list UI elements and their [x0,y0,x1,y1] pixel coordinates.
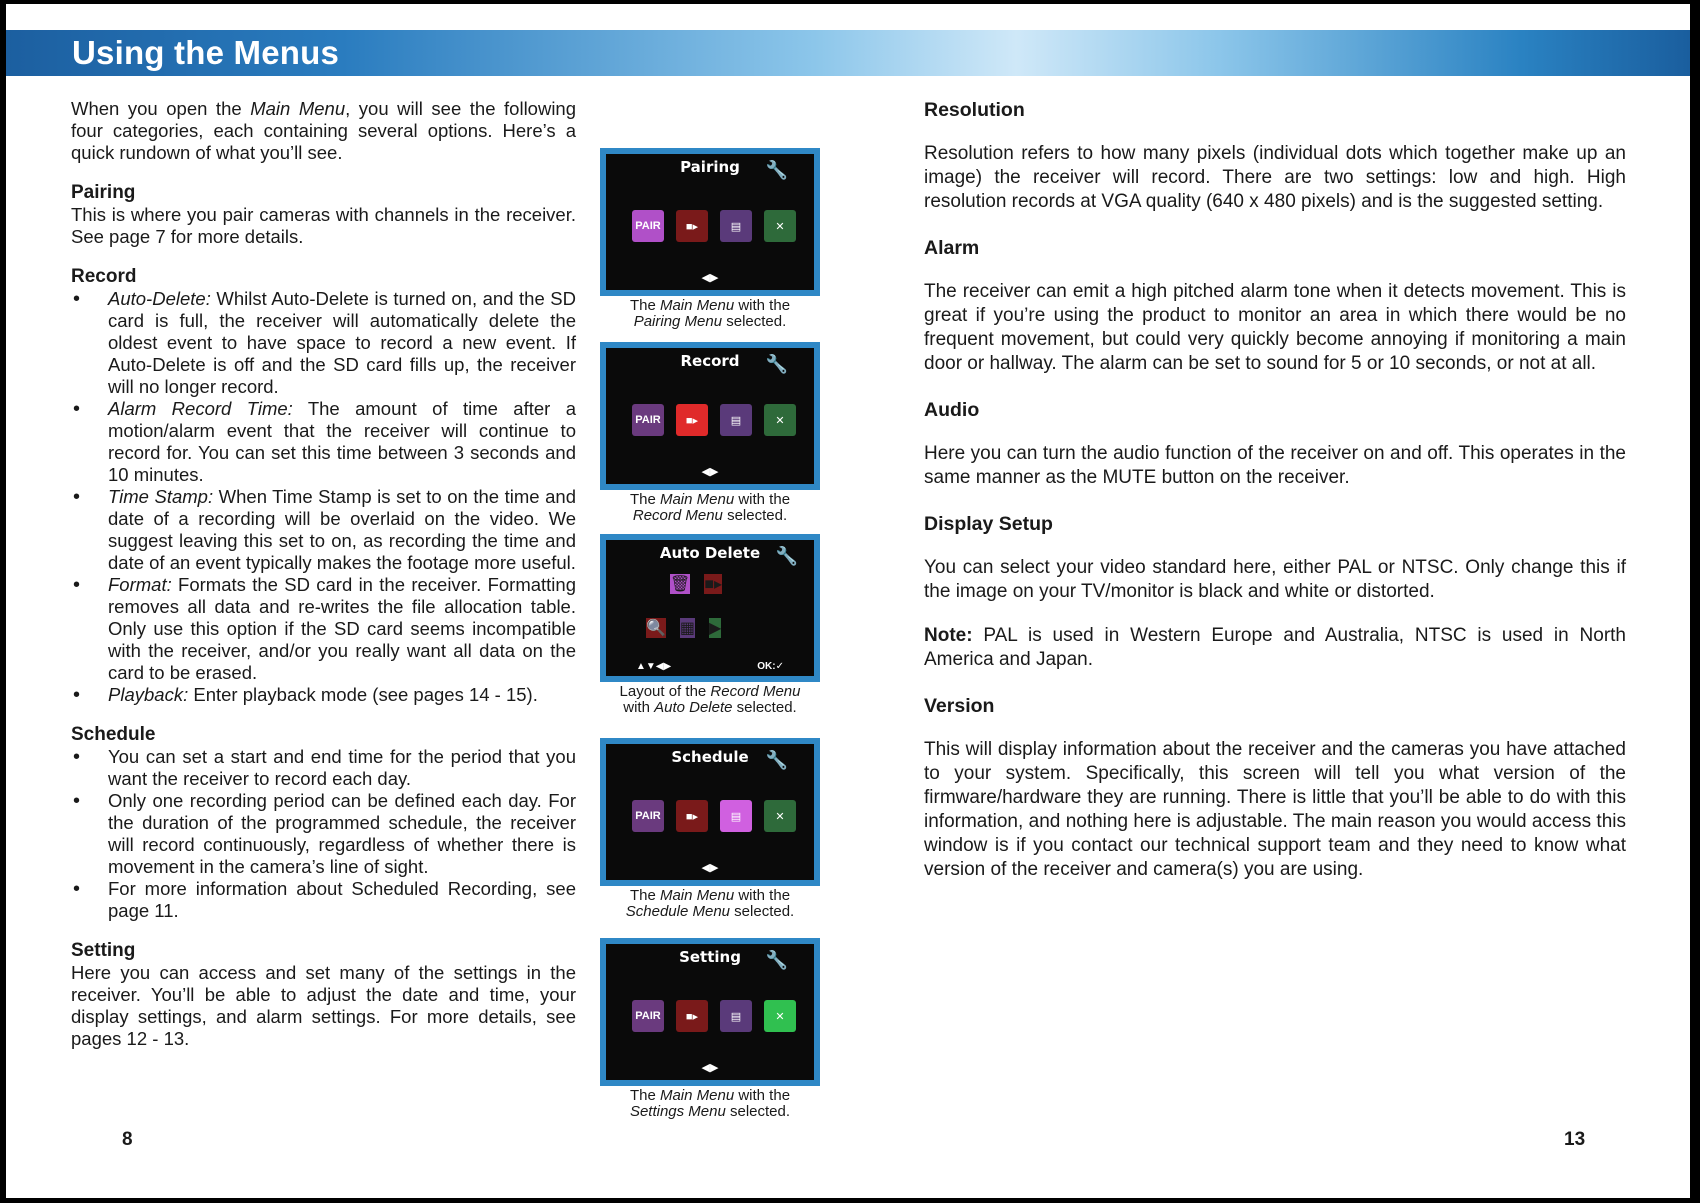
nav-keys-icon: ▲▼◀▶ [636,661,672,672]
list-item [71,574,576,684]
caption-text: selected. [730,903,795,920]
note-paragraph [924,624,1626,672]
caption-text: selected. [725,1103,791,1120]
record-screen [600,342,820,490]
caption-text: with the [734,1087,791,1104]
pair-icon: PAIR [632,1000,664,1032]
list-item [71,288,576,398]
record-icon: ■▸ [676,800,708,832]
schedule-icon: ▤ [720,404,752,436]
icon-row-bottom [646,618,721,638]
caption-line-1 [600,1088,820,1104]
setting-menu-figure [600,938,820,1120]
caption-text: The [629,887,660,904]
caption-text: with [623,699,655,716]
caption-text: with the [734,887,791,904]
caption-line-2 [600,1104,820,1120]
left-column [71,98,576,1050]
caption-line-1 [600,492,820,508]
manual-spread [6,4,1690,1198]
caption-text: with the [734,491,791,508]
screen-title: Schedule [671,748,749,766]
item-term: Format: [108,574,172,595]
right-page-number: 13 [1564,1129,1586,1150]
caption-italic: Pairing Menu [633,313,723,330]
wrench-icon: 🔧 [775,546,798,566]
caption-text: The [629,1087,660,1104]
screen-title: Record [680,352,740,370]
screen-title: Pairing [680,158,740,176]
nav-arrows-icon: ◀▶ [701,466,719,478]
time-stamp-icon: 🔍 [646,620,666,637]
caption-italic: Main Menu [659,887,735,904]
caption-text: Layout of the [619,683,711,700]
right-column [924,98,1626,882]
record-icon: ■▸ [676,210,708,242]
caption [600,492,820,524]
pair-icon: PAIR [632,210,664,242]
screen-footer [636,661,784,672]
caption-line-1 [600,888,820,904]
setting-screen [600,938,820,1086]
caption [600,1088,820,1120]
schedule-icon: ▤ [720,800,752,832]
nav-arrows-icon: ◀▶ [701,1062,719,1074]
menu-icons [632,800,796,832]
caption-italic: Settings Menu [629,1103,726,1120]
schedule-list [71,746,576,922]
wrench-icon: 🔧 [765,750,788,770]
alarm-text: The receiver can emit a high pitched alarm tone when it detects movement. This is great if you’re using the product to monitor an area in which there would be no frequent movement, but could very quickly become annoying if monitoring a main door or hallway. The alarm can be set to sound for 5 or 10 seconds, or not at all. [924,281,1626,374]
pair-icon: PAIR [632,404,664,436]
item-term: Playback: [108,684,189,705]
caption-line-1 [600,298,820,314]
screen-title: Auto Delete [659,544,761,562]
alarm-record-icon: ■▸ [704,576,723,593]
caption-line-2 [600,314,820,330]
list-item: • Only one recording period can be defined each day. For the duration of the programmed schedule, the receiver will record continuously, regardless of whether there is movement in the camera’s line of sight. [71,790,576,878]
item-text: Enter playback mode (see pages 14 - 15). [188,684,538,705]
caption-text: selected. [722,507,788,524]
caption [600,298,820,330]
pairing-menu-figure [600,148,820,330]
caption [600,888,820,920]
settings-icon: ✕ [764,210,796,242]
list-item [71,684,576,706]
caption-italic: Main Menu [659,491,735,508]
auto-delete-screen [600,534,820,682]
schedule-icon: ▤ [720,210,752,242]
list-item: • You can set a start and end time for the period that you want the receiver to record each day. [71,746,576,790]
list-item [71,486,576,574]
version-text: This will display information about the receiver and the cameras you have attached to your system. Specifically, this screen will tell you what version of the firmware/hardware they are running. There is little that you’ll be able to do with this information, and nothing here is adjustable. The main reason you would access this window is if you contact our technical support team and they need to know what version of the receiver and camera(s) you are using. [924,739,1626,880]
caption-italic: Main Menu [659,297,735,314]
note-text: PAL is used in Western Europe and Australia, NTSC is used in North America and Japan. [924,625,1626,670]
list-item [71,398,576,486]
schedule-heading: Schedule [71,724,156,745]
record-list [71,288,576,706]
settings-icon: ✕ [764,800,796,832]
schedule-screen [600,738,820,886]
record-menu-figure [600,342,820,524]
intro-main-menu: Main Menu [250,98,346,119]
item-text: When Time Stamp is set to on the time and date of a recording will be overlaid on the video. We suggest leaving this set to on, as recording the time and date of an event typically makes the footage more useful. [108,486,576,573]
item-term: Auto-Delete: [108,288,211,309]
version-heading: Version [924,695,995,717]
caption-text: with the [734,297,791,314]
pairing-heading: Pairing [71,182,136,203]
setting-heading: Setting [71,940,136,961]
wrench-icon: 🔧 [765,950,788,970]
caption [600,684,820,716]
header-banner [6,30,1690,76]
ok-key-icon: OK:✓ [757,661,784,672]
setting-text: Here you can access and set many of the settings in the receiver. You’ll be able to adjust the date and time, your display settings, and alarm settings. For more details, see pages 12 - 13. [71,962,576,1049]
caption-text: selected. [732,699,797,716]
record-heading: Record [71,266,137,287]
intro-text-a: When you open the [71,98,251,119]
audio-heading: Audio [924,399,980,421]
resolution-text: Resolution refers to how many pixels (individual dots which together make up an image) the receiver will record. There are two settings: low and high. High resolution records at VGA quality (640 x 480 pixels) and is the suggested setting. [924,143,1626,212]
caption-line-2 [600,700,820,716]
settings-icon: ✕ [764,1000,796,1032]
caption-italic: Main Menu [659,1087,735,1104]
record-icon: ■▸ [676,1000,708,1032]
caption-text: The [629,297,660,314]
pairing-text: This is where you pair cameras with channels in the receiver. See page 7 for more details. [71,204,576,247]
caption-text: selected. [722,313,787,330]
auto-delete-figure [600,534,820,716]
caption-text: The [629,491,660,508]
pairing-screen [600,148,820,296]
note-label: Note: [924,625,973,646]
caption-italic: Record Menu [710,683,801,700]
item-term: Time Stamp: [108,486,214,507]
item-text: The amount of time after a motion/alarm event that the receiver will continue to record for. You can set this time between 3 seconds and 10 minutes. [108,398,576,485]
left-page-number: 8 [122,1129,133,1150]
menu-icons [632,210,796,242]
audio-text: Here you can turn the audio function of the receiver on and off. This operates in the same manner as the MUTE button on the receiver. [924,443,1626,488]
caption-italic: Schedule Menu [625,903,731,920]
wrench-icon: 🔧 [765,354,788,374]
nav-arrows-icon: ◀▶ [701,272,719,284]
intro-text-b: , you will see the following four categories, each containing several options. Here’s a quick rundown of what you’ll see. [71,98,577,163]
schedule-menu-figure [600,738,820,920]
caption-italic: Record Menu [632,507,723,524]
format-icon: ▦ [679,620,696,637]
record-icon: ■▸ [676,404,708,436]
alarm-heading: Alarm [924,237,980,259]
resolution-heading: Resolution [924,99,1025,121]
icon-row-top [670,574,722,594]
pair-icon: PAIR [632,800,664,832]
caption-line-1 [600,684,820,700]
nav-arrows-icon: ◀▶ [701,862,719,874]
auto-delete-icon: 🗑 [670,576,691,593]
settings-icon: ✕ [764,404,796,436]
caption-line-2 [600,904,820,920]
caption-italic: Auto Delete [654,699,733,716]
schedule-icon: ▤ [720,1000,752,1032]
list-item: • For more information about Scheduled Recording, see page 11. [71,878,576,922]
page-title: Using the Menus [72,34,340,71]
screen-title: Setting [679,948,741,966]
item-text: Whilst Auto-Delete is turned on, and the SD card is full, the receiver will automatically delete the oldest event to have space to record a new event. If Auto-Delete is off and the SD card fills up, the receiver will no longer record. [108,288,576,397]
wrench-icon: 🔧 [765,160,788,180]
intro-paragraph [71,98,576,164]
display-setup-text: You can select your video standard here, either PAL or NTSC. Only change this if the image on your TV/monitor is black and white or distorted. [924,557,1626,602]
menu-icons [632,1000,796,1032]
playback-icon: ▶ [709,620,722,637]
caption-line-2 [600,508,820,524]
display-setup-heading: Display Setup [924,513,1053,535]
menu-icons [632,404,796,436]
item-term: Alarm Record Time: [108,398,293,419]
item-text: Formats the SD card in the receiver. Formatting removes all data and re-writes the file allocation table. Only use this option if the SD card seems incompatible with the receiver, and/or you really want all data on the card to be erased. [108,574,576,683]
